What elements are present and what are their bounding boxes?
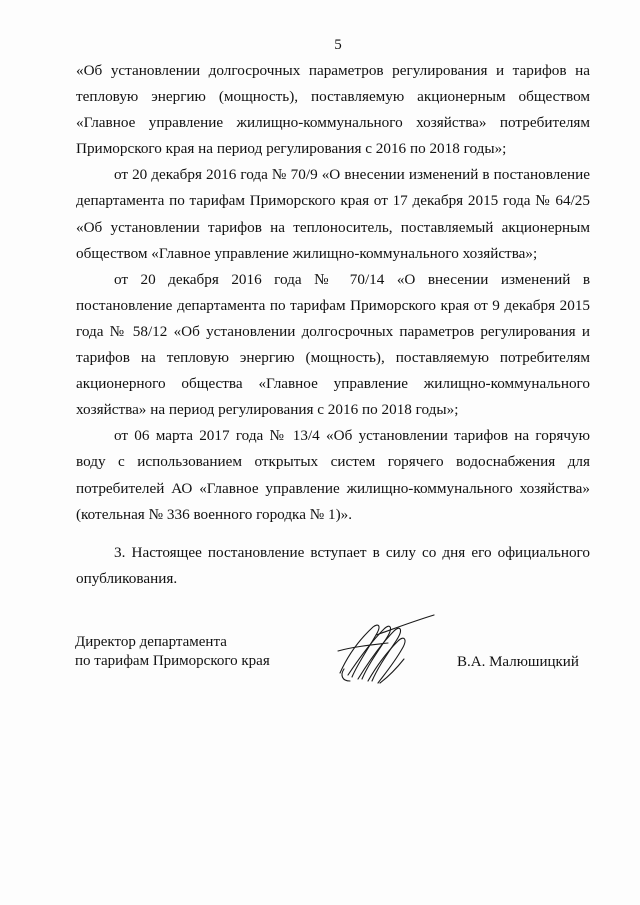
- paragraph-resolution-70-9: [76, 162, 590, 266]
- handwritten-signature-icon: [318, 605, 438, 695]
- text-line: от 20 декабря 2016 года № 70/14 «О внесении изменений в постановление: [76, 270, 590, 314]
- text-line: «Главное управление жилищно-коммунального хозяйства» потребителям: [76, 114, 590, 132]
- text-line: департамента по тарифам Приморского края от 9 декабря 2015 года № 58/12: [76, 296, 591, 340]
- paragraph-resolution-13-4: [76, 423, 590, 527]
- document-body: [76, 58, 590, 592]
- text-line: регулирования с 2016 по 2018 годы»;: [218, 401, 459, 419]
- text-line: АО «Главное управление жилищно-коммунального хозяйства» (котельная: [76, 479, 590, 523]
- signatory-title: [75, 633, 270, 670]
- text-line: департамента по тарифам Приморского края от 17 декабря 2015 года № 64/25: [76, 192, 590, 210]
- text-line: тепловую энергию (мощность), поставляемую потребителям акционерного: [76, 349, 590, 393]
- signatory-title-line: Директор департамента: [75, 634, 227, 650]
- text-line: от 06 марта 2017 года № 13/4 «Об установлении тарифов на горячую воду: [76, 427, 590, 471]
- paragraph-resolution-70-14: [76, 267, 590, 424]
- text-line: 3. Настоящее постановление вступает в силу со дня его официального: [114, 543, 590, 561]
- text-line: тепловую энергию (мощность), поставляемую акционерным обществом: [76, 88, 590, 106]
- text-line: «Об установлении тарифов на теплоноситель, поставляемый акционерным: [76, 218, 590, 236]
- text-line: общества «Главное управление жилищно-коммунального хозяйства» на период: [76, 375, 590, 419]
- text-line: обществом «Главное управление жилищно-коммунального хозяйства»;: [76, 244, 538, 262]
- page-number: 5: [334, 37, 342, 53]
- text-line: «Об установлении долгосрочных параметров регулирования и тарифов на: [76, 322, 590, 367]
- paragraph-effective-date: [76, 540, 590, 592]
- text-line: «Об установлении долгосрочных параметров регулирования и тарифов на: [76, 62, 590, 79]
- signatory-title-line: по тарифам Приморского края: [75, 652, 270, 669]
- text-line: Приморского края на период регулирования с 2016 по 2018 годы»;: [76, 140, 507, 158]
- text-line: № 336 военного городка № 1)».: [148, 505, 353, 523]
- paragraph-continuation: [76, 58, 590, 162]
- signatory-name: В.А. Малюшицкий: [457, 654, 579, 670]
- text-line: от 20 декабря 2016 года № 70/9 «О внесении изменений в постановление: [114, 166, 590, 184]
- text-line: опубликования.: [76, 569, 178, 587]
- text-line: с использованием открытых систем горячего водоснабжения для потребителей: [76, 453, 591, 497]
